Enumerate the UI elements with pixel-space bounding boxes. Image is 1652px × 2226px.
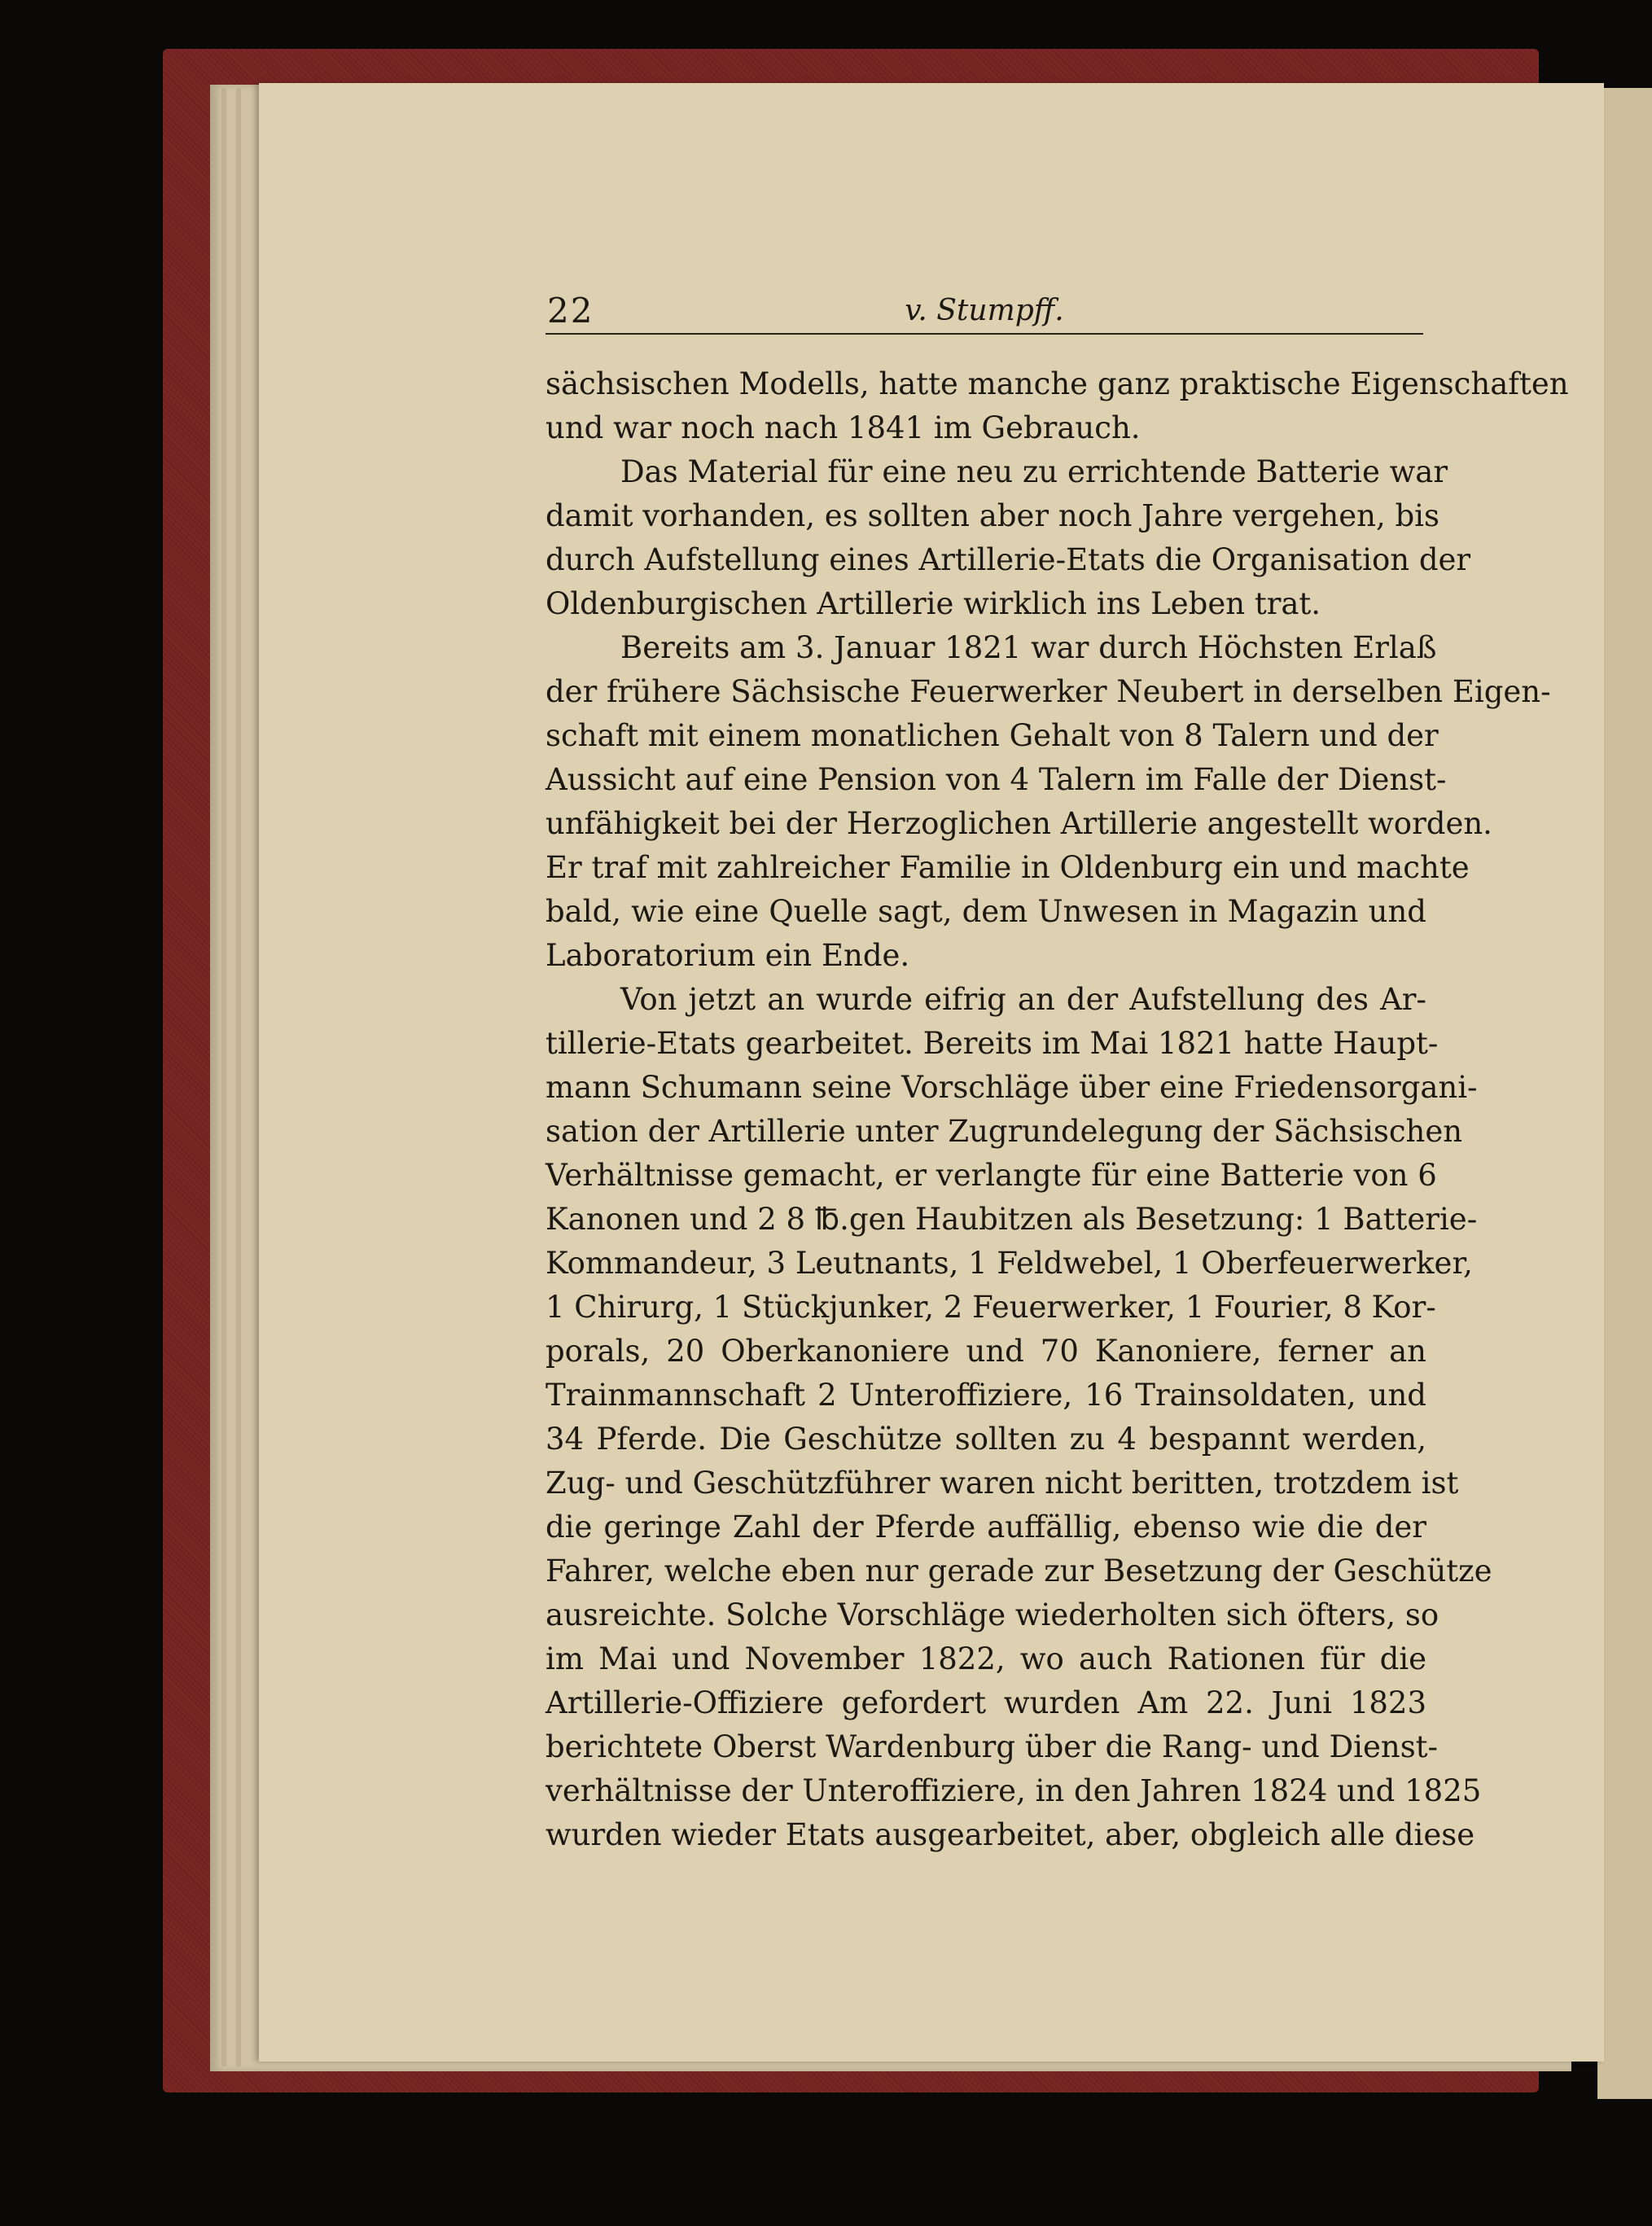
page-edge bbox=[236, 88, 241, 2066]
next-page-edge bbox=[1597, 88, 1652, 2099]
text-line: schaft mit einem monatlichen Gehalt von 8 Talern und der bbox=[546, 718, 1439, 753]
text-line: Trainmannschaft 2 Unteroffiziere, 16 Trainsoldaten, und bbox=[546, 1378, 1426, 1413]
page-header bbox=[546, 289, 1423, 335]
text-line: porals, 20 Oberkanoniere und 70 Kanoniere, ferner an bbox=[546, 1334, 1426, 1369]
text-line: tillerie-Etats gearbeitet. Bereits im Mai 1821 hatte Haupt- bbox=[546, 1026, 1439, 1061]
text-line: ausreichte. Solche Vorschläge wiederholten sich öfters, so bbox=[546, 1597, 1439, 1632]
text-line: wurden wieder Etats ausgearbeitet, aber, obgleich alle diese bbox=[546, 1817, 1475, 1852]
page-edge bbox=[221, 88, 226, 2066]
text-line: Verhältnisse gemacht, er verlangte für eine Batterie von 6 bbox=[546, 1158, 1437, 1193]
body-text bbox=[546, 362, 1569, 1857]
text-line: mann Schumann seine Vorschläge über eine Friedensorgani- bbox=[546, 1070, 1478, 1105]
text-line: Aussicht auf eine Pension von 4 Talern im Falle der Dienst- bbox=[546, 762, 1447, 797]
text-line: Laboratorium ein Ende. bbox=[546, 938, 910, 973]
page-number: 22 bbox=[547, 291, 594, 331]
text-line: unfähigkeit bei der Herzoglichen Artillerie angestellt worden. bbox=[546, 806, 1492, 841]
text-line: sation der Artillerie unter Zugrundelegung der Sächsischen bbox=[546, 1114, 1463, 1149]
text-line: der frühere Sächsische Feuerwerker Neubert in derselben Eigen- bbox=[546, 674, 1551, 709]
running-head: v. Stumpff. bbox=[905, 294, 1064, 327]
text-line: Zug- und Geschützführer waren nicht beritten, trotzdem ist bbox=[546, 1466, 1459, 1501]
text-line: Artillerie-Offiziere gefordert wurden Am 22. Juni 1823 bbox=[546, 1685, 1426, 1720]
text-line: Fahrer, welche eben nur gerade zur Besetzung der Geschütze bbox=[546, 1553, 1492, 1588]
text-line: und war noch nach 1841 im Gebrauch. bbox=[546, 410, 1141, 445]
text-line: bald, wie eine Quelle sagt, dem Unwesen in Magazin und bbox=[546, 894, 1426, 929]
text-line: Das Material für eine neu zu errichtende Batterie war bbox=[620, 454, 1448, 489]
text-line: damit vorhanden, es sollten aber noch Jahre vergehen, bis bbox=[546, 498, 1439, 533]
text-line: sächsischen Modells, hatte manche ganz praktische Eigenschaften bbox=[546, 366, 1569, 401]
text-line: 34 Pferde. Die Geschütze sollten zu 4 bespannt werden, bbox=[546, 1422, 1426, 1457]
text-line: Von jetzt an wurde eifrig an der Aufstellung des Ar- bbox=[620, 982, 1426, 1017]
text-line: Bereits am 3. Januar 1821 war durch Höchsten Erlaß bbox=[620, 630, 1437, 665]
text-line: verhältnisse der Unteroffiziere, in den Jahren 1824 und 1825 bbox=[546, 1773, 1482, 1808]
text-line: berichtete Oberst Wardenburg über die Rang- und Dienst- bbox=[546, 1729, 1439, 1764]
text-line: Kommandeur, 3 Leutnants, 1 Feldwebel, 1 Oberfeuerwerker, bbox=[546, 1246, 1473, 1281]
text-line: die geringe Zahl der Pferde auffällig, ebenso wie die der bbox=[546, 1510, 1426, 1545]
text-line: Kanonen und 2 8 ℔.gen Haubitzen als Besetzung: 1 Batterie- bbox=[546, 1202, 1478, 1237]
text-line: Er traf mit zahlreicher Familie in Oldenburg ein und machte bbox=[546, 850, 1470, 885]
text-line: durch Aufstellung eines Artillerie-Etats die Organisation der bbox=[546, 542, 1471, 577]
text-line: 1 Chirurg, 1 Stückjunker, 2 Feuerwerker, 1 Fourier, 8 Kor- bbox=[546, 1290, 1436, 1325]
text-line: im Mai und November 1822, wo auch Rationen für die bbox=[546, 1641, 1426, 1676]
text-line: Oldenburgischen Artillerie wirklich ins Leben trat. bbox=[546, 586, 1321, 621]
